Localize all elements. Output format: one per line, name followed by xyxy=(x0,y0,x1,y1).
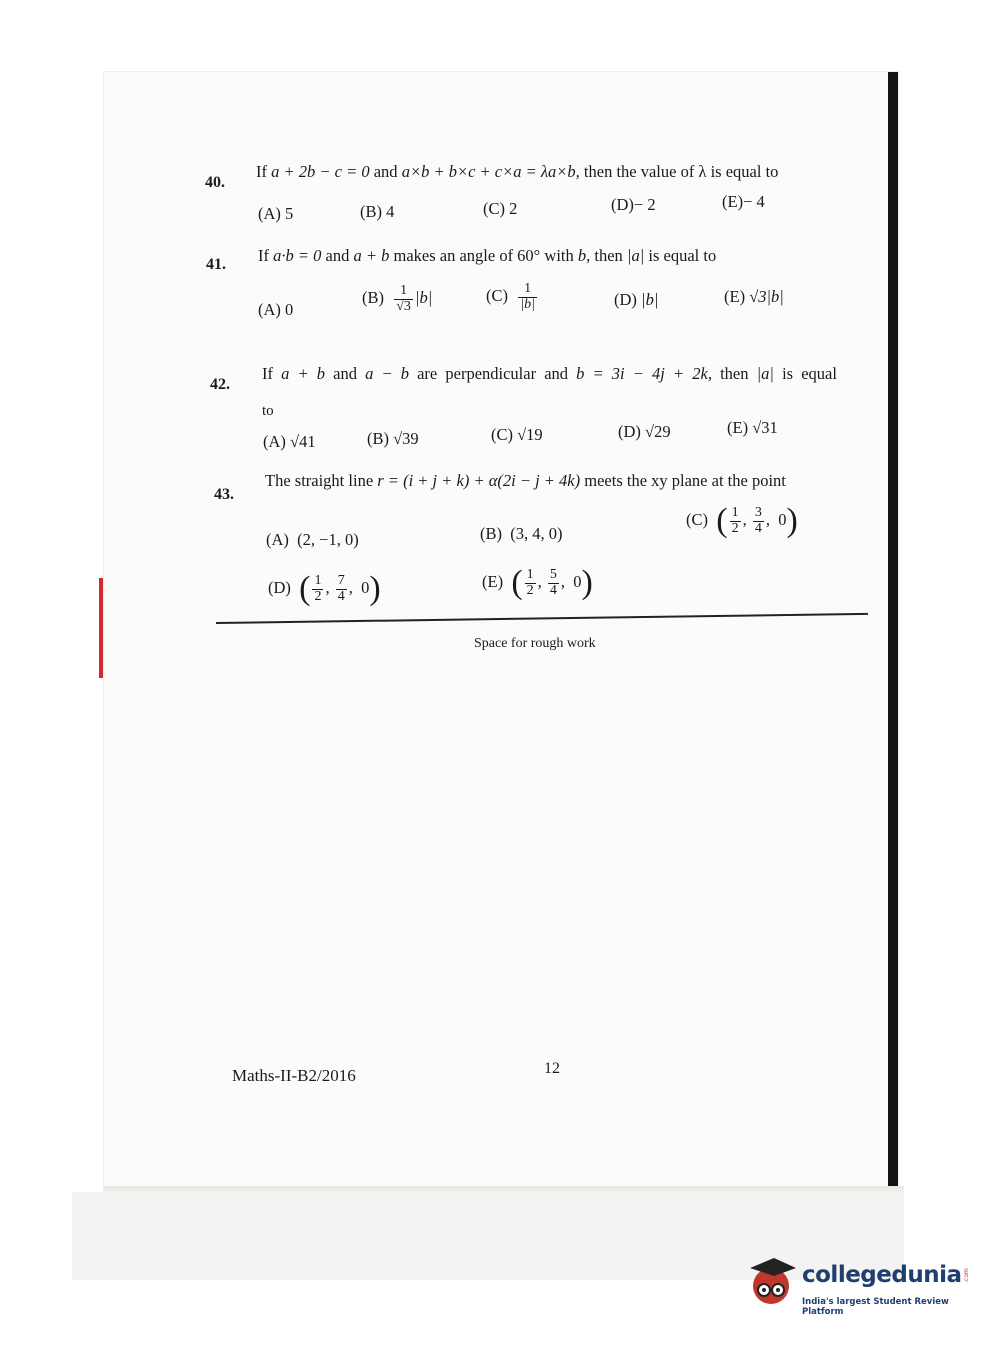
option-b: (B) $\frac{1}{√3}$ |b| xyxy=(362,283,433,314)
option-b: (B) 4 xyxy=(360,202,395,221)
page-number: 12 xyxy=(544,1060,560,1077)
condition-2: a + b xyxy=(353,246,390,265)
option-e: (E) √31 xyxy=(727,418,778,437)
question-number: 40. xyxy=(205,174,225,191)
condition-1: a + 2b − c = 0 xyxy=(271,162,370,181)
condition-1: a + b xyxy=(281,364,326,383)
condition-1: a·b = 0 xyxy=(273,246,322,265)
condition-2: a − b xyxy=(365,364,409,383)
question-stem-continued: to xyxy=(262,403,274,419)
option-d: (D) |b| xyxy=(614,290,659,309)
option-b: (B) √39 xyxy=(367,429,419,448)
question-number: 43. xyxy=(214,486,234,503)
logo-com: .com xyxy=(962,1268,970,1283)
option-c: (C) $\frac{1}{|b|}$ xyxy=(486,281,535,312)
option-a: (A) (2, −1, 0) xyxy=(266,530,359,549)
option-c: (C) 2 xyxy=(483,199,518,218)
graduate-mascot-icon xyxy=(744,1254,798,1308)
option-e: (E) √3|b| xyxy=(724,287,784,306)
logo-tagline: India's largest Student Review Platform xyxy=(802,1297,949,1317)
option-b: (B) (3, 4, 0) xyxy=(480,524,563,543)
vector-b-definition: b = 3i − 4j + 2k xyxy=(576,364,708,383)
line-equation: r = (i + j + k) + α(2i − j + 4k) xyxy=(377,471,581,490)
option-a: (A) 5 xyxy=(258,204,294,223)
red-margin-mark xyxy=(99,578,103,678)
option-d: (D) ( $\frac{1}{2}$ , $\frac{7}{4}$ , 0) xyxy=(268,570,381,607)
rough-work-label: Space for rough work xyxy=(474,636,596,651)
option-a: (A) √41 xyxy=(263,432,316,451)
fraction: $\frac{1}{|b|}$ xyxy=(520,281,535,312)
logo-wordmark: collegedunia xyxy=(802,1262,962,1288)
question-stem: If a·b = 0 and a + b makes an angle of 60° with b, then |a| is equal to xyxy=(258,246,717,265)
option-d: (D) √29 xyxy=(618,422,671,441)
exam-page xyxy=(104,72,898,1192)
option-e: (E) ( $\frac{1}{2}$ , $\frac{5}{4}$ , 0) xyxy=(482,564,593,601)
fraction: $\frac{1}{√3}$ xyxy=(396,283,411,314)
option-d: (D)− 2 xyxy=(611,195,656,214)
question-number: 42. xyxy=(210,376,230,393)
question-number: 41. xyxy=(206,256,226,273)
question-stem: If a + 2b − c = 0 and a×b + b×c + c×a = λa×b, then the value of λ is equal to xyxy=(256,162,779,181)
question-stem: The straight line r = (i + j + k) + α(2i − j + 4k) meets the xy plane at the point xyxy=(265,471,786,490)
option-a: (A) 0 xyxy=(258,300,294,319)
condition-2: a×b + b×c + c×a = λa×b, xyxy=(401,162,580,181)
option-c: (C) ( $\frac{1}{2}$ , $\frac{3}{4}$ , 0) xyxy=(686,502,798,539)
option-c: (C) √19 xyxy=(491,425,543,444)
page-bottom-edge xyxy=(104,1186,904,1194)
option-e: (E)− 4 xyxy=(722,192,765,211)
collegedunia-logo[interactable] xyxy=(744,1254,970,1316)
paper-code: Maths-II-B2/2016 xyxy=(232,1066,356,1085)
page-edge-shadow xyxy=(888,72,898,1188)
question-stem: If a + b and a − b are perpendicular and b = 3i − 4j + 2k, then |a| is equal xyxy=(262,364,837,383)
